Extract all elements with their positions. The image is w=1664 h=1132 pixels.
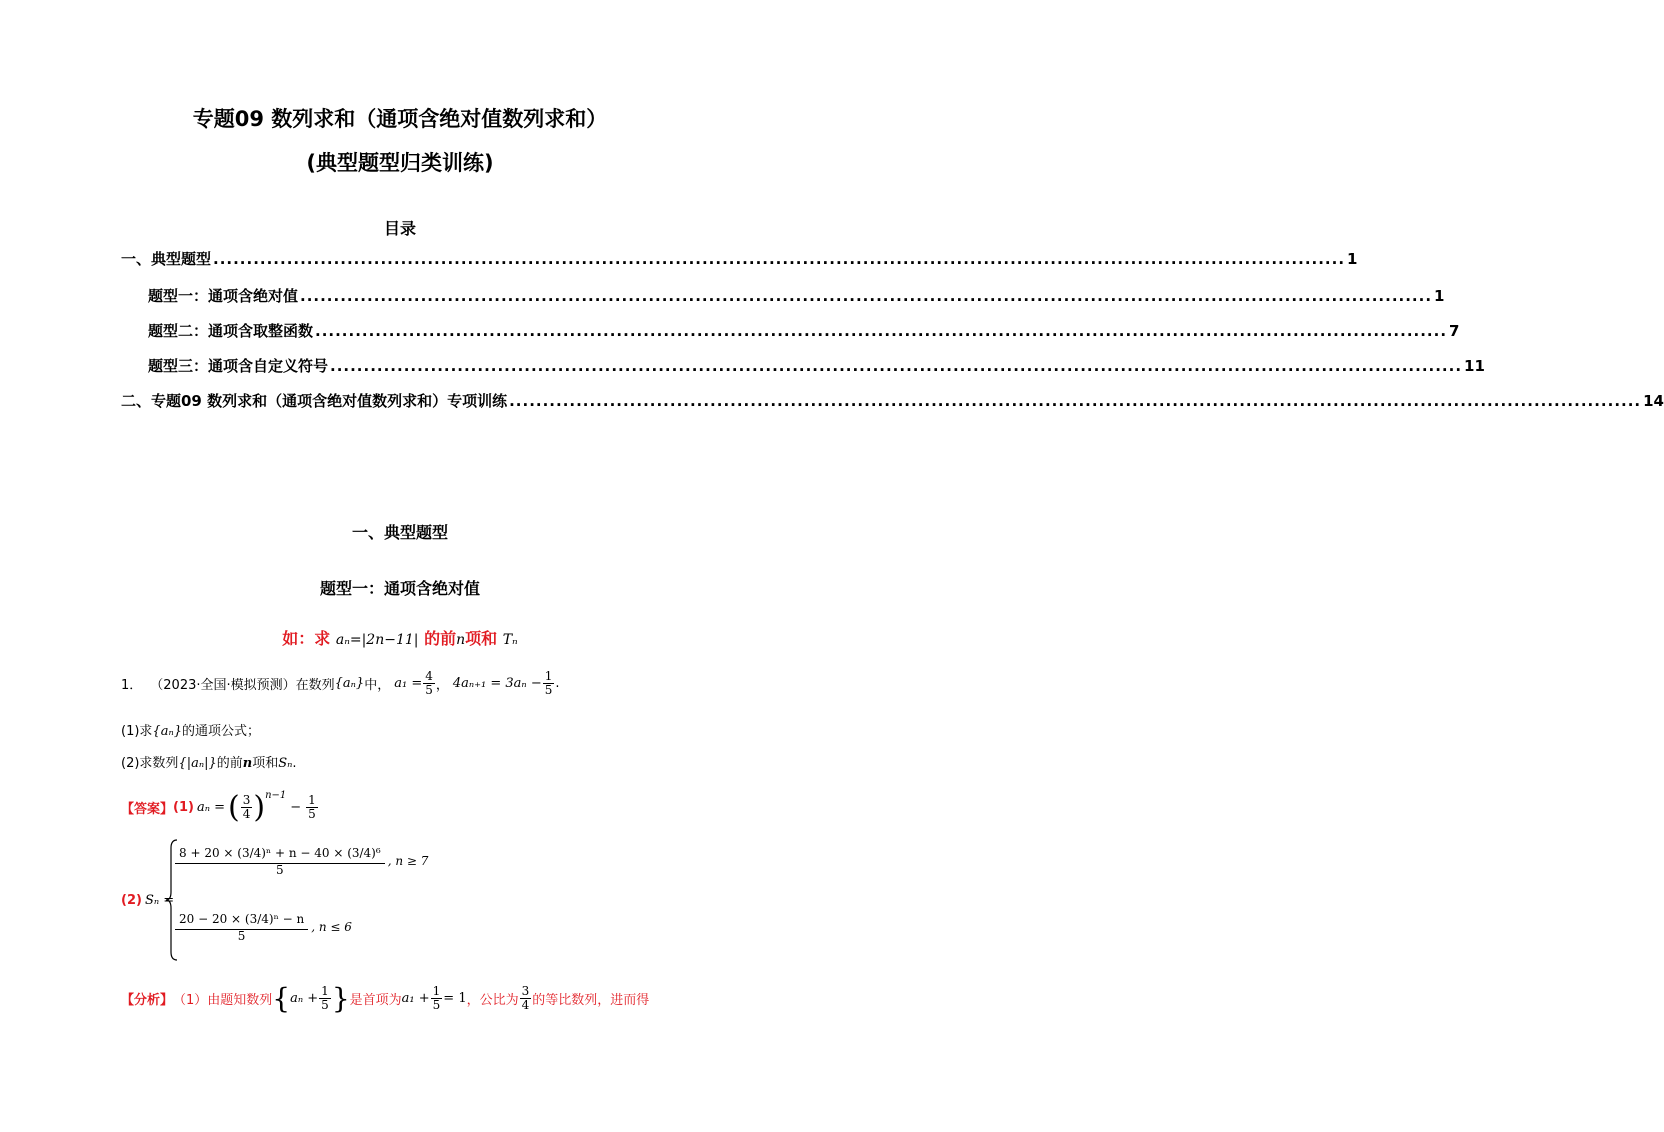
toc-item-2[interactable] <box>148 285 1445 306</box>
q2-S: Sₙ <box>278 756 293 771</box>
frac-num: 3 <box>242 792 251 807</box>
frac-den: 4 <box>521 998 530 1012</box>
toc-leader: ......................................................................................................................................................................... <box>509 392 1642 410</box>
frac-den: 5 <box>321 998 329 1012</box>
q1-suffix: 的通项公式； <box>181 724 260 739</box>
problem-mid: 中， <box>364 678 391 694</box>
toc-page-number: 1 <box>1434 287 1445 305</box>
toc-page-number: 11 <box>1464 357 1485 375</box>
toc-item-label: 题型三：通项含自定义符号 <box>148 357 329 375</box>
brace-open: { <box>272 982 291 1015</box>
q2-prefix: (2)求数列 <box>121 756 179 771</box>
example-line <box>0 626 800 649</box>
paren-open: ( <box>228 790 240 825</box>
frac-den: 4 <box>242 807 251 821</box>
toc-item-label: 题型一：通项含绝对值 <box>148 287 299 305</box>
cond1-fraction <box>423 670 435 697</box>
toc-leader: ......................................................................................................................................................................... <box>315 322 1448 340</box>
case1-fraction <box>175 844 385 877</box>
frac-den: 5 <box>308 807 316 821</box>
frac-num: 1 <box>308 792 316 807</box>
example-suffix-2: 项和 <box>465 629 498 648</box>
q2-n: n <box>242 756 253 771</box>
analysis-text2: 是首项为 <box>349 993 402 1008</box>
exponent: n−1 <box>265 790 287 801</box>
brace-close: } <box>331 982 350 1015</box>
toc-page-number: 1 <box>1347 250 1358 268</box>
analysis-text4: 的等比数列，进而得 <box>532 993 650 1008</box>
q2-seq: {|aₙ|} <box>178 756 217 771</box>
problem-seq: {aₙ} <box>334 676 365 692</box>
case2-denominator: 5 <box>237 929 246 944</box>
analysis-first: a₁ + <box>401 991 430 1006</box>
case2-numerator: 20 − 20 × (3/4)ⁿ − n <box>175 910 308 930</box>
toc-heading: 目录 <box>383 219 416 238</box>
q1-prefix: (1)求 <box>121 724 153 739</box>
answer-tag: 【答案】 <box>121 802 174 817</box>
toc-item-label: 题型二：通项含取整函数 <box>148 322 314 340</box>
toc-leader: ......................................................................................................................................................................... <box>330 357 1463 375</box>
case1-denominator: 5 <box>276 863 284 878</box>
minus-sign: − <box>290 800 302 815</box>
first-fraction <box>431 985 443 1012</box>
toc-item-5[interactable] <box>121 390 1664 411</box>
frac-den: 5 <box>544 683 553 698</box>
example-T: Tₙ <box>502 632 518 648</box>
q2-end: . <box>292 756 297 771</box>
case2-fraction <box>175 910 308 943</box>
frac-num: 4 <box>425 669 433 683</box>
analysis-text3: ，公比为 <box>466 993 519 1008</box>
answer-part2: (2) <box>121 893 142 908</box>
problem-source: （2023·全国·模拟预测）在数列 <box>150 678 335 694</box>
case2-condition: , n ≤ 6 <box>311 919 352 934</box>
toc-leader: ......................................................................................................................................................................... <box>300 287 1433 305</box>
toc-item-label: 二、专题09 数列求和（通项含绝对值数列求和）专项训练 <box>121 392 508 410</box>
toc-item-3[interactable] <box>148 320 1460 341</box>
analysis-tag: 【分析】 <box>121 993 174 1008</box>
answer-part1: (1) <box>173 800 194 815</box>
answer-line-1 <box>121 790 319 825</box>
toc-page-number: 7 <box>1449 322 1460 340</box>
section-heading: 一、典型题型 <box>351 523 448 542</box>
case-1 <box>174 844 428 877</box>
example-formula: aₙ=|2n−11| <box>335 632 419 648</box>
toc-page-number: 14 <box>1643 392 1664 410</box>
analysis-line <box>121 982 649 1015</box>
frac-num: 1 <box>544 669 553 683</box>
toc-item-4[interactable] <box>148 355 1485 376</box>
frac-den: 5 <box>425 683 433 698</box>
example-prefix: 如：求 <box>282 629 331 648</box>
problem-end: . <box>555 676 560 692</box>
doc-title-line1: 专题09 数列求和（通项含绝对值数列求和） <box>192 107 608 131</box>
case-2 <box>174 910 352 943</box>
analysis-first-val: = 1 <box>443 991 467 1006</box>
case1-condition: , n ≥ 7 <box>387 853 429 868</box>
question-2 <box>121 752 297 771</box>
base-fraction <box>241 794 253 821</box>
frac-num: 3 <box>521 983 530 998</box>
ratio-fraction <box>520 985 532 1012</box>
analysis-seq: aₙ + <box>290 991 319 1006</box>
problem-number: 1． <box>121 678 143 694</box>
doc-title-line2: (典型题型归类训练) <box>306 151 494 175</box>
q2-mid: 的前 <box>216 756 243 771</box>
toc-leader: ......................................................................................................................................................................... <box>213 250 1346 268</box>
toc-item-1[interactable] <box>121 248 1358 269</box>
paren-close: ) <box>253 790 266 825</box>
cond1-lhs: a₁ = <box>394 676 423 692</box>
frac-num: 1 <box>321 983 329 998</box>
frac-num: 1 <box>432 983 441 998</box>
q1-seq: {aₙ} <box>152 724 182 739</box>
example-suffix-1: 的前 <box>424 629 457 648</box>
problem-statement <box>121 670 560 697</box>
analysis-text1: （1）由题知数列 <box>173 993 273 1008</box>
seq-fraction <box>319 985 331 1012</box>
question-1 <box>121 720 260 739</box>
q2-mid2: 项和 <box>252 756 279 771</box>
frac-den: 5 <box>432 998 441 1012</box>
answer-an: aₙ = <box>196 800 225 815</box>
case1-numerator: 8 + 20 × (3/4)ⁿ + n − 40 × (3/4)⁶ <box>175 844 385 864</box>
cond-sep: ， <box>435 678 449 694</box>
example-n: n <box>456 632 466 648</box>
section-subheading: 题型一：通项含绝对值 <box>319 579 480 598</box>
const-fraction <box>306 794 318 821</box>
answer-Sn: Sₙ = <box>144 893 175 908</box>
cond2-lhs: 4aₙ₊₁ = 3aₙ − <box>452 676 542 692</box>
toc-item-label: 一、典型题型 <box>121 250 212 268</box>
cond2-fraction <box>543 670 555 697</box>
